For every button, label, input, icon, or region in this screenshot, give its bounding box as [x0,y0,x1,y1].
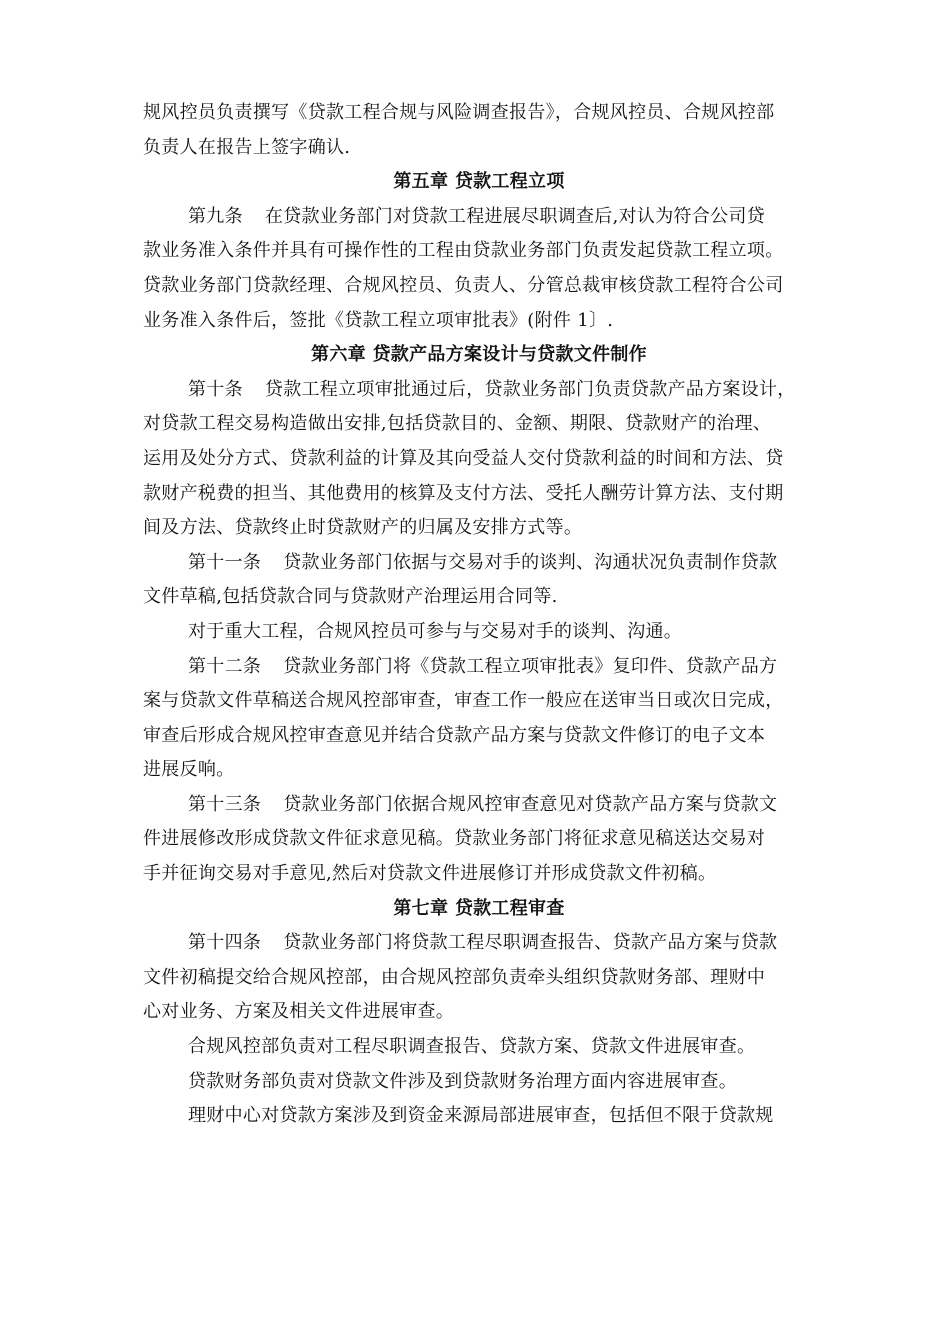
article-text: 贷款工程立项审批通过后，贷款业务部门负责贷款产品方案设计， [264,378,796,400]
article-text: 贷款业务部门将贷款工程尽职调查报告、贷款产品方案与贷款 [283,932,778,954]
body-line: 规风控员负责撰写《贷款工程合规与风险调查报告》，合规风控员、合规风控部 [143,102,775,123]
article-label: 第十三条 [188,793,262,815]
body-line: 心对业务、方案及相关文件进展审查。 [143,1001,455,1023]
article-label: 第十一条 [188,551,262,573]
article-line [143,373,815,408]
body-line: 手并征询交易对手意见,然后对贷款文件进展修订并形成贷款文件初稿。 [143,863,717,885]
chapter-heading: 第七章 贷款工程审查 [393,897,565,919]
article-line [143,788,815,823]
paragraph-line: 对于重大工程，合规风控员可参与与交易对手的谈判、沟通。 [188,620,683,642]
article-line [143,546,815,581]
body-line: 贷款业务部门贷款经理、合规风控员、负责人、分管总裁审核贷款工程符合公司 [143,274,784,296]
article-text: 贷款业务部门依据合规风控审查意见对贷款产品方案与贷款文 [283,793,778,815]
body-line: 文件草稿,包括贷款合同与贷款财产治理运用合同等. [143,586,558,608]
paragraph-line: 理财中心对贷款方案涉及到资金来源局部进展审查，包括但不限于贷款规 [188,1105,774,1127]
body-line: 案与贷款文件草稿送合规风控部审查，审查工作一般应在送审当日或次日完成， [143,690,784,712]
body-line: 间及方法、贷款终止时贷款财产的归属及安排方式等。 [143,517,583,539]
chapter-heading: 第五章 贷款工程立项 [393,171,565,193]
paragraph-line: 贷款财务部负责对贷款文件涉及到贷款财务治理方面内容进展审查。 [188,1070,737,1092]
article-label: 第十条 [188,378,243,400]
body-line: 款业务准入条件并具有可操作性的工程由贷款业务部门负责发起贷款工程立项。 [143,240,784,262]
document-page [143,96,815,1134]
body-line: 文件初稿提交给合规风控部，由合规风控部负责牵头组织贷款财务部、理财中 [143,966,766,988]
article-label: 第十二条 [188,655,262,677]
article-label: 第十四条 [188,932,262,954]
paragraph-line: 合规风控部负责对工程尽职调查报告、贷款方案、贷款文件进展审查。 [188,1036,756,1058]
article-text: 贷款业务部门依据与交易对手的谈判、沟通状况负责制作贷款 [283,551,778,573]
article-text: 贷款业务部门将《贷款工程立项审批表》复印件、贷款产品方 [283,655,778,677]
body-line: 业务准入条件后，签批《贷款工程立项审批表》(附件 1〕. [143,309,614,331]
body-line: 款财产税费的担当、其他费用的核算及支付方法、受托人酬劳计算方法、支付期 [143,482,784,504]
article-line [143,650,815,685]
body-line: 进展反响。 [143,759,235,781]
body-line: 负责人在报告上签字确认. [143,136,351,158]
chapter-heading: 第六章 贷款产品方案设计与贷款文件制作 [311,344,647,366]
body-line: 运用及处分方式、贷款利益的计算及其向受益人交付贷款利益的时间和方法、贷 [143,447,784,469]
body-line: 审查后形成合规风控审查意见并结合贷款产品方案与贷款文件修订的电子文本 [143,724,766,746]
body-line: 对贷款工程交易构造做出安排,包括贷款目的、金额、期限、贷款财产的治理、 [143,413,772,435]
article-label: 第九条 [188,205,243,227]
body-line: 件进展修改形成贷款文件征求意见稿。贷款业务部门将征求意见稿送达交易对 [143,828,766,850]
article-text: 在贷款业务部门对贷款工程进展尽职调查后,对认为符合公司贷 [264,205,766,227]
article-line [143,200,815,235]
article-line [143,926,815,961]
